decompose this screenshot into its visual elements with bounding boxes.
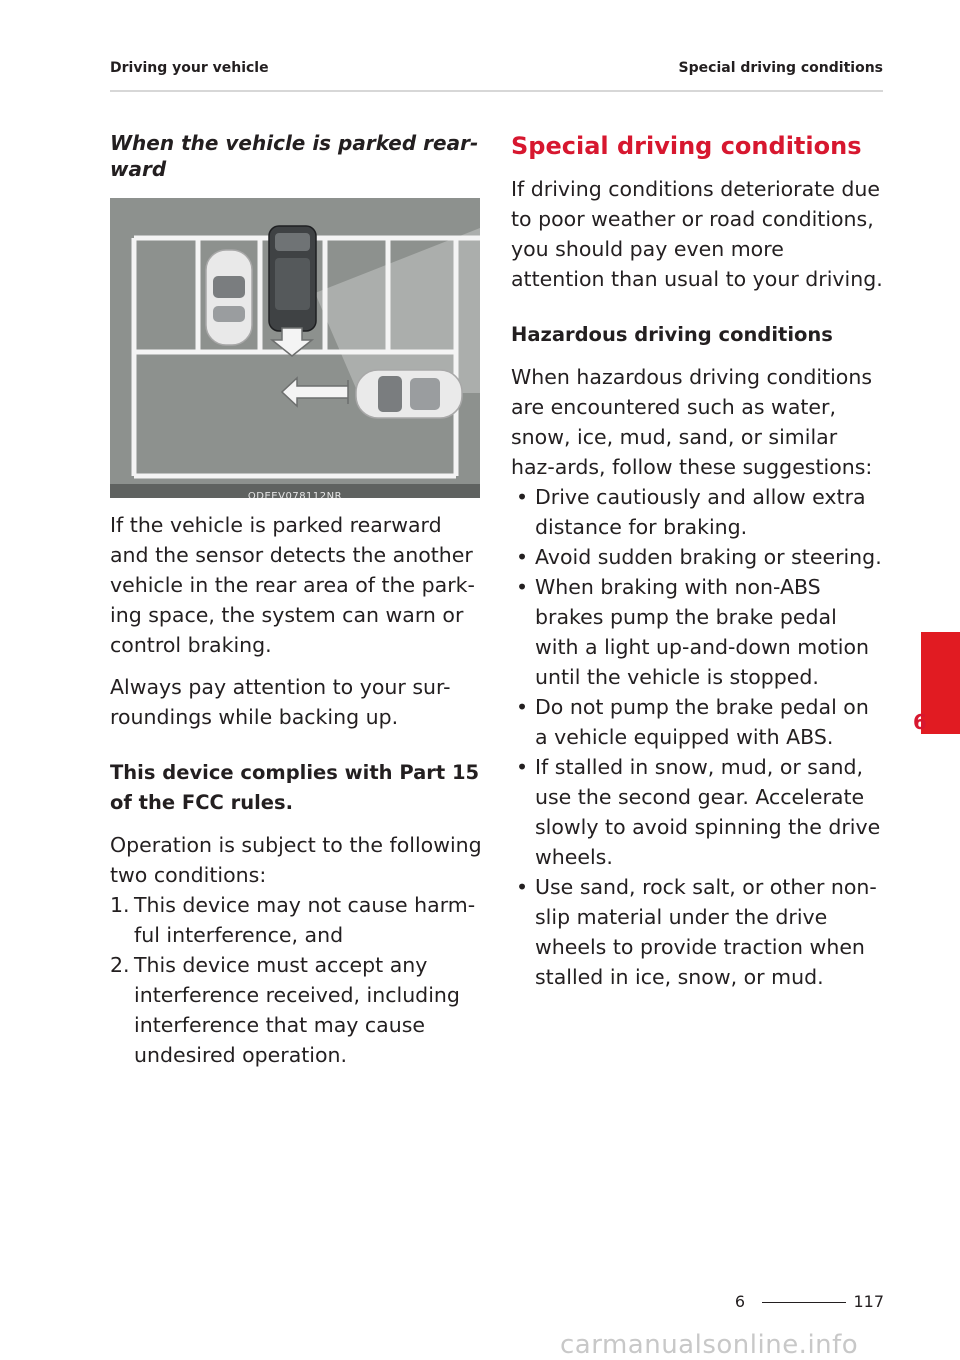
list-item — [511, 572, 883, 692]
list-item — [110, 950, 482, 1070]
parking-lot-diagram — [110, 198, 480, 498]
bullet-icon: • — [516, 875, 529, 899]
bullet-icon: • — [516, 575, 529, 599]
watermark-text: carmanualsonline.info — [560, 1330, 859, 1360]
footer-chapter-number: 6 — [734, 1292, 746, 1311]
header-divider — [110, 90, 883, 92]
list-number: 1. — [110, 893, 130, 917]
footer-page-number: 117 — [853, 1292, 884, 1311]
list-item — [511, 692, 883, 752]
list-text: If stalled in snow, mud, or sand, use the second gear. Accelerate slowly to avoid spinning the drive wheels. — [535, 755, 881, 869]
subheading-line-2: ward — [110, 157, 167, 181]
bullet-icon: • — [516, 755, 529, 779]
list-number: 2. — [110, 953, 130, 977]
list-text: This device must accept any interference received, including interference that may cause undesired operation. — [134, 953, 460, 1067]
parked-silver-car — [206, 250, 252, 345]
list-text: When braking with non-ABS brakes pump the brake pedal with a light up-and-down motion until the vehicle is stopped. — [535, 575, 870, 689]
fcc-heading: This device complies with Part 15 of the FCC rules. — [110, 761, 480, 814]
parking-illustration — [110, 198, 480, 498]
list-item — [511, 542, 883, 572]
chapter-tab-number: 6 — [913, 710, 927, 734]
list-text: Avoid sudden braking or steering. — [535, 545, 882, 569]
subheading-line-1: When the vehicle is parked rear- — [110, 131, 479, 155]
hazard-heading: Hazardous driving conditions — [511, 323, 833, 346]
reversing-dark-suv — [269, 226, 316, 331]
subheading-parked-rearward — [110, 130, 482, 182]
bullet-icon: • — [516, 545, 529, 569]
figure-code: ODEEV078112NR — [247, 491, 343, 498]
section-title: Special driving conditions — [511, 132, 862, 160]
list-text: Do not pump the brake pedal on a vehicle equipped with ABS. — [535, 695, 869, 749]
attention-paragraph: Always pay attention to your sur-roundings while backing up. — [110, 675, 451, 729]
header-section-right: Special driving conditions — [678, 60, 883, 76]
list-text: Drive cautiously and allow extra distance for braking. — [535, 485, 866, 539]
footer-divider — [762, 1302, 846, 1303]
fcc-conditions-list — [110, 890, 482, 1070]
hazard-intro: When hazardous driving conditions are encountered such as water, snow, ice, mud, sand, or similar haz-ards, follow these suggestions: — [511, 365, 873, 479]
page-header — [0, 0, 960, 100]
intro-paragraph: If driving conditions deteriorate due to poor weather or road conditions, you should pay even more attention than usual to your driving. — [511, 177, 883, 291]
header-section-left: Driving your vehicle — [110, 60, 269, 76]
list-item — [511, 752, 883, 872]
right-column — [511, 130, 883, 992]
approaching-silver-car — [356, 370, 462, 418]
bullet-icon: • — [516, 695, 529, 719]
bullet-icon: • — [516, 485, 529, 509]
hazard-suggestions-list — [511, 482, 883, 992]
list-item — [110, 890, 482, 950]
list-text: Use sand, rock salt, or other non-slip material under the drive wheels to provide traction when stalled in ice, snow, or mud. — [535, 875, 877, 989]
fcc-intro: Operation is subject to the following two conditions: — [110, 833, 482, 887]
parked-rearward-paragraph: If the vehicle is parked rearward and the sensor detects the another vehicle in the rear area of the park-ing space, the system can warn or control braking. — [110, 513, 475, 657]
list-item — [511, 482, 883, 542]
list-text: This device may not cause harm-ful interference, and — [134, 893, 476, 947]
list-item — [511, 872, 883, 992]
figure-caption-bar — [110, 484, 480, 498]
left-column — [110, 130, 482, 1070]
